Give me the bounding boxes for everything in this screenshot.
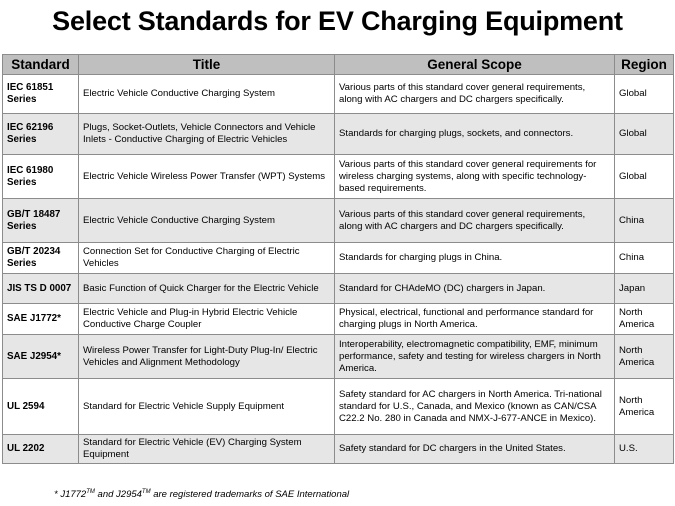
standard-cell: UL 2202	[3, 435, 79, 464]
scope-cell: Various parts of this standard cover general requirements for wireless charging systems, along with specific technology-based requirements.	[335, 155, 615, 199]
standard-cell: SAE J1772*	[3, 304, 79, 335]
table-row	[3, 304, 674, 335]
region-cell: North America	[615, 379, 674, 435]
standard-cell: IEC 61851 Series	[3, 75, 79, 114]
table-row	[3, 243, 674, 274]
standard-cell: JIS TS D 0007	[3, 274, 79, 304]
column-header-general-scope: General Scope	[335, 55, 615, 75]
title-cell: Connection Set for Conductive Charging of Electric Vehicles	[79, 243, 335, 274]
scope-cell: Standard for CHAdeMO (DC) chargers in Japan.	[335, 274, 615, 304]
title-cell: Wireless Power Transfer for Light-Duty Plug-In/ Electric Vehicles and Alignment Methodology	[79, 335, 335, 379]
region-cell: U.S.	[615, 435, 674, 464]
footnote-middle: and J2954	[94, 489, 142, 501]
scope-cell: Various parts of this standard cover general requirements, along with AC chargers and DC chargers specifically.	[335, 199, 615, 243]
region-cell: Global	[615, 155, 674, 199]
trademark-symbol: TM	[86, 489, 95, 495]
table-row	[3, 75, 674, 114]
column-header-title: Title	[79, 55, 335, 75]
scope-cell: Various parts of this standard cover general requirements, along with AC chargers and DC chargers specifically.	[335, 75, 615, 114]
title-cell: Basic Function of Quick Charger for the Electric Vehicle	[79, 274, 335, 304]
table-row	[3, 274, 674, 304]
scope-cell: Physical, electrical, functional and performance standard for charging plugs in North America.	[335, 304, 615, 335]
title-cell: Electric Vehicle Conductive Charging System	[79, 199, 335, 243]
page-title: Select Standards for EV Charging Equipment	[52, 6, 623, 36]
standard-cell: IEC 61980 Series	[3, 155, 79, 199]
header-row	[3, 55, 674, 75]
title-cell: Plugs, Socket-Outlets, Vehicle Connectors and Vehicle Inlets - Conductive Charging of Electric Vehicles	[79, 114, 335, 155]
region-cell: China	[615, 243, 674, 274]
column-header-standard: Standard	[3, 55, 79, 75]
title-cell: Standard for Electric Vehicle (EV) Charging System Equipment	[79, 435, 335, 464]
column-header-region: Region	[615, 55, 674, 75]
trademark-symbol: TM	[141, 489, 151, 495]
table-row	[3, 155, 674, 199]
standard-cell: IEC 62196 Series	[3, 114, 79, 155]
title-cell: Electric Vehicle Wireless Power Transfer (WPT) Systems	[79, 155, 335, 199]
scope-cell: Safety standard for AC chargers in North America. Tri-national standard for U.S., Canada, and Mexico (known as CAN/CSA C22.2 No. 280 in Canada and NMX-J-677-ANCE in Mexico).	[335, 379, 615, 435]
table-row	[3, 379, 674, 435]
region-cell: Global	[615, 114, 674, 155]
standard-cell: GB/T 18487 Series	[3, 199, 79, 243]
table-row	[3, 199, 674, 243]
title-cell: Electric Vehicle and Plug-in Hybrid Electric Vehicle Conductive Charge Coupler	[79, 304, 335, 335]
trademark-footnote	[54, 489, 349, 500]
region-cell: Global	[615, 75, 674, 114]
table-row	[3, 335, 674, 379]
region-cell: North America	[615, 335, 674, 379]
title-cell: Standard for Electric Vehicle Supply Equipment	[79, 379, 335, 435]
title-cell: Electric Vehicle Conductive Charging System	[79, 75, 335, 114]
footnote-suffix: are registered trademarks of SAE International	[150, 489, 350, 501]
standards-table	[2, 54, 674, 464]
standard-cell: GB/T 20234 Series	[3, 243, 79, 274]
footnote-prefix: * J1772	[54, 489, 87, 501]
region-cell: Japan	[615, 274, 674, 304]
region-cell: China	[615, 199, 674, 243]
standard-cell: UL 2594	[3, 379, 79, 435]
scope-cell: Standards for charging plugs, sockets, and connectors.	[335, 114, 615, 155]
scope-cell: Standards for charging plugs in China.	[335, 243, 615, 274]
table-row	[3, 435, 674, 464]
region-cell: North America	[615, 304, 674, 335]
scope-cell: Safety standard for DC chargers in the United States.	[335, 435, 615, 464]
standard-cell: SAE J2954*	[3, 335, 79, 379]
scope-cell: Interoperability, electromagnetic compatibility, EMF, minimum performance, safety and testing for wireless chargers in North America.	[335, 335, 615, 379]
table-row	[3, 114, 674, 155]
